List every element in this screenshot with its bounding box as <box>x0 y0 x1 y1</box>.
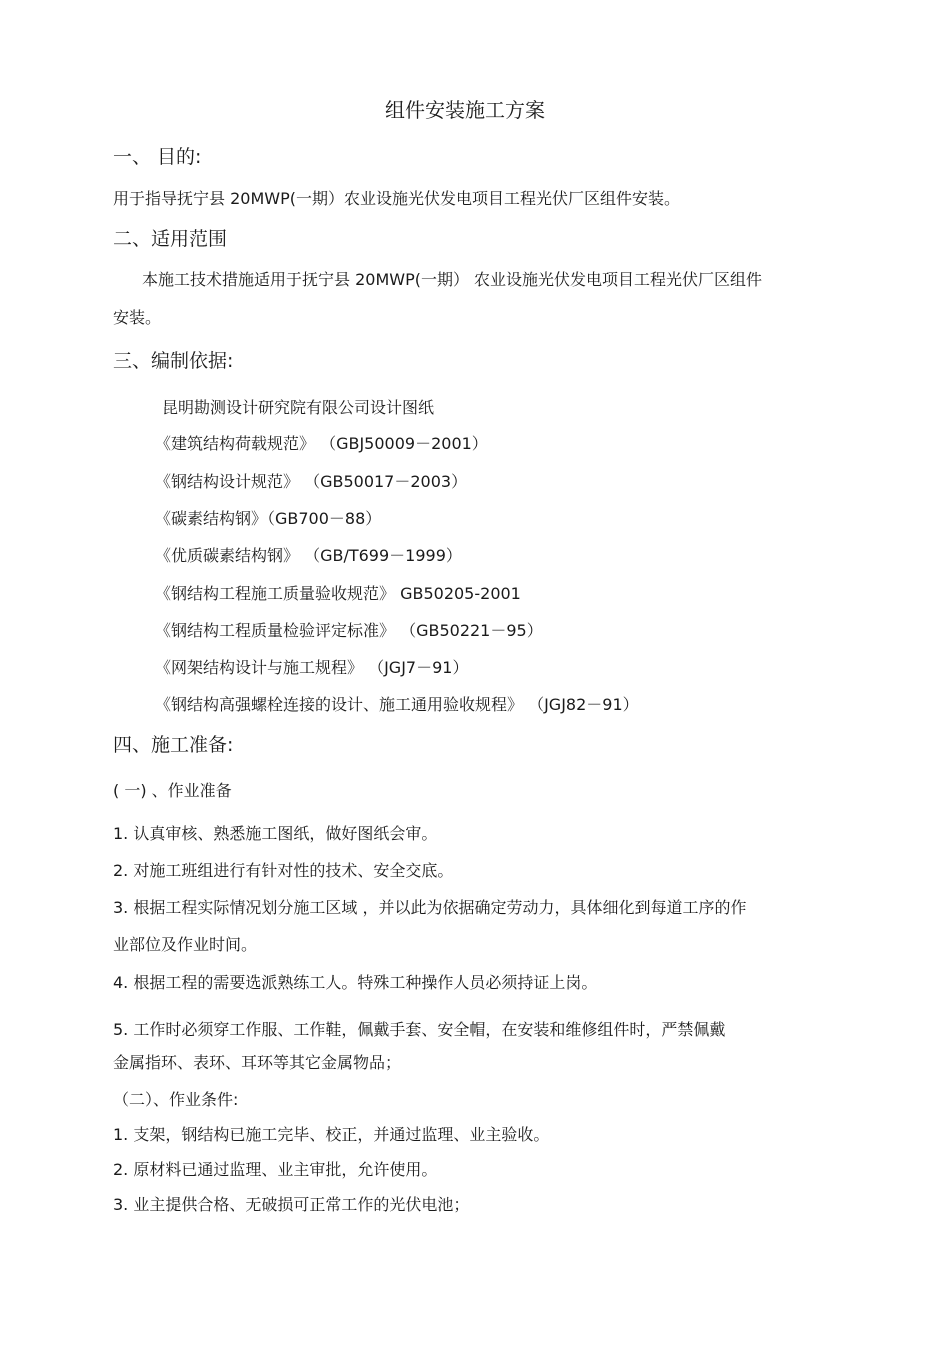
condition-item: 1. 支架，钢结构已施工完毕、校正，并通过监理、业主验收。 <box>113 1125 550 1144</box>
basis-item: 《钢结构工程质量检验评定标准》 （GB50221－95） <box>155 621 543 640</box>
section-heading-preparation: 四、施工准备: <box>113 734 234 756</box>
basis-item: 《钢结构高强螺栓连接的设计、施工通用验收规程》 （JGJ82－91） <box>155 695 639 714</box>
subsection-heading-work-prep: ( 一) 、作业准备 <box>113 781 232 800</box>
page-title: 组件安装施工方案 <box>385 98 545 122</box>
scope-text-line2: 安装。 <box>113 308 162 327</box>
prep-item: 1. 认真审核、熟悉施工图纸，做好图纸会审。 <box>113 824 438 843</box>
condition-item: 2. 原材料已通过监理、业主审批，允许使用。 <box>113 1160 438 1179</box>
basis-item: 《网架结构设计与施工规程》 （JGJ7－91） <box>155 658 469 677</box>
prep-item-continuation: 业部位及作业时间。 <box>113 935 258 954</box>
section-heading-scope: 二、适用范围 <box>113 228 228 250</box>
basis-item: 昆明勘测设计研究院有限公司设计图纸 <box>162 398 435 417</box>
prep-item: 2. 对施工班组进行有针对性的技术、安全交底。 <box>113 861 454 880</box>
prep-item-continuation: 金属指环、表环、耳环等其它金属物品； <box>113 1053 402 1072</box>
subsection-heading-work-conditions: （二）、作业条件: <box>113 1090 239 1109</box>
scope-text-line1: 本施工技术措施适用于抚宁县 20MWP(一期） 农业设施光伏发电项目工程光伏厂区组件 <box>142 270 763 289</box>
basis-item: 《钢结构工程施工质量验收规范》 GB50205-2001 <box>155 584 521 603</box>
prep-item: 3. 根据工程实际情况划分施工区域 ，并以此为依据确定劳动力，具体细化到每道工序的作 <box>113 898 747 917</box>
basis-item: 《碳素结构钢》（GB700－88） <box>155 509 382 528</box>
basis-item: 《建筑结构荷载规范》 （GBJ50009－2001） <box>155 434 488 453</box>
section-heading-purpose: 一、 目的: <box>113 146 202 168</box>
basis-item: 《优质碳素结构钢》 （GB/T699－1999） <box>155 546 462 565</box>
condition-item: 3. 业主提供合格、无破损可正常工作的光伏电池； <box>113 1195 470 1214</box>
purpose-text: 用于指导抚宁县 20MWP(一期）农业设施光伏发电项目工程光伏厂区组件安装。 <box>113 189 680 208</box>
basis-item: 《钢结构设计规范》 （GB50017－2003） <box>155 472 468 491</box>
prep-item: 5. 工作时必须穿工作服、工作鞋，佩戴手套、安全帽，在安装和维修组件时，严禁佩戴 <box>113 1020 726 1039</box>
section-heading-basis: 三、编制依据: <box>113 350 234 372</box>
prep-item: 4. 根据工程的需要选派熟练工人。特殊工种操作人员必须持证上岗。 <box>113 973 598 992</box>
